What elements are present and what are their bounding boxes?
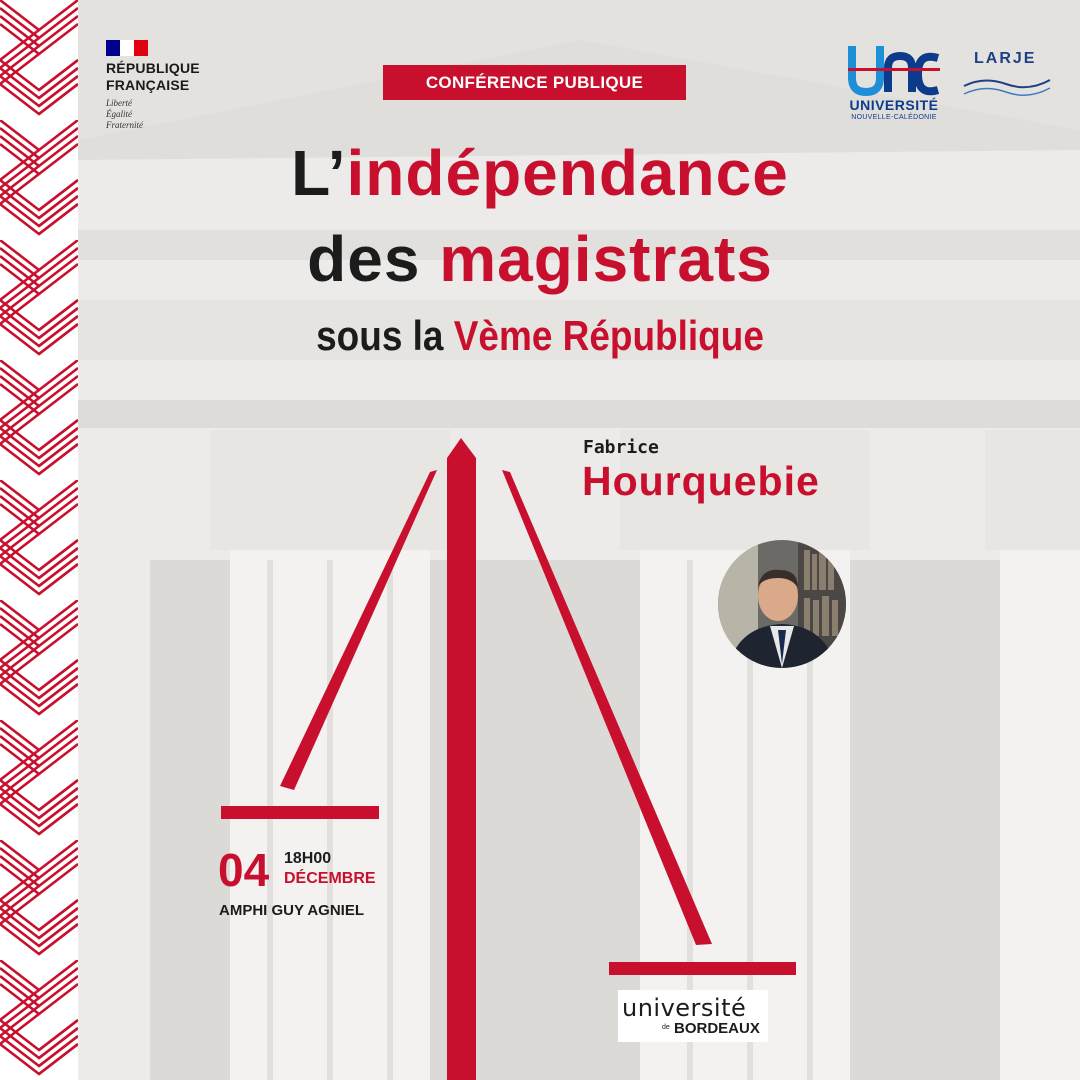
event-time: 18H00 xyxy=(284,850,332,867)
french-flag-icon xyxy=(106,40,148,56)
universite-bordeaux-logo xyxy=(618,990,768,1042)
motto-fraternite: Fraternité xyxy=(106,120,143,130)
title-l1-dark: L’ xyxy=(291,137,347,209)
unc-wordmark: UNIVERSITÉ xyxy=(849,97,939,113)
event-day: 04 xyxy=(218,844,270,896)
republique-label: RÉPUBLIQUE xyxy=(106,60,200,76)
speaker-last-name: Hourquebie xyxy=(582,458,820,504)
bordeaux-de-label: de xyxy=(662,1024,670,1031)
event-month: DÉCEMBRE xyxy=(284,870,376,887)
title-l3-red: Vème République xyxy=(453,312,764,359)
title-line-2 xyxy=(0,222,1080,296)
bordeaux-label: BORDEAUX xyxy=(674,1020,760,1037)
republique-francaise-logo xyxy=(106,40,226,140)
larje-logo xyxy=(962,44,1052,104)
motto-egalite: Égalité xyxy=(106,109,132,119)
speaker-first-name: Fabrice xyxy=(583,437,659,458)
larje-wave-icon xyxy=(962,72,1052,102)
larje-wordmark: LARJE xyxy=(974,50,1037,67)
speaker-photo xyxy=(718,540,846,668)
unc-logo xyxy=(846,42,942,121)
title-l2-dark: des xyxy=(307,223,440,295)
title-line-3 xyxy=(65,312,1015,360)
unc-mark-icon xyxy=(848,42,940,96)
title-l1-red: indépendance xyxy=(346,137,789,209)
unc-subtitle: NOUVELLE-CALÉDONIE xyxy=(851,114,937,121)
title-line-1 xyxy=(0,136,1080,210)
event-venue: AMPHI GUY AGNIEL xyxy=(219,902,365,919)
universite-wordmark: université xyxy=(622,994,747,1022)
francaise-label: FRANÇAISE xyxy=(106,77,190,93)
conference-banner: CONFÉRENCE PUBLIQUE xyxy=(383,65,686,100)
title-l2-red: magistrats xyxy=(439,223,773,295)
title-l3-dark: sous la xyxy=(316,312,454,359)
motto-liberte: Liberté xyxy=(106,98,132,108)
